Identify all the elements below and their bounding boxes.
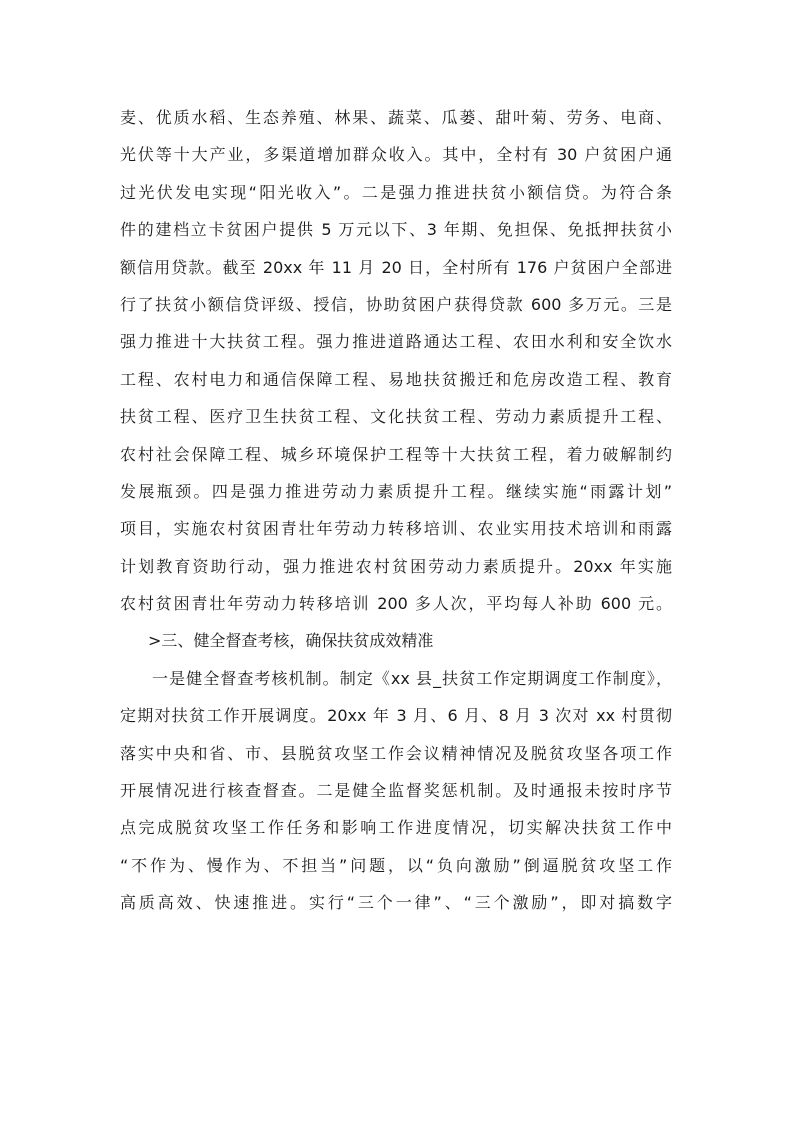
text-line: 农村贫困青壮年劳动力转移培训 200 多人次，平均每人补助 600 元。 (120, 594, 672, 614)
text-line: 工程、农村电力和通信保障工程、易地扶贫搬迁和危房改造工程、教育 (120, 369, 672, 389)
text-line: 计划教育资助行动，强力推进农村贫困劳动力素质提升。20xx 年实施 (120, 556, 672, 576)
text-line: 额信用贷款。截至 20xx 年 11 月 20 日，全村所有 176 户贫困户全部进 (120, 257, 672, 277)
text-line: 过光伏发电实现“阳光收入”。二是强力推进扶贫小额信贷。为符合条 (120, 182, 672, 202)
text-line: 点完成脱贫攻坚工作任务和影响工作进度情况，切实解决扶贫工作中 (120, 818, 672, 838)
text-line: 高质高效、快速推进。实行“三个一律”、“三个激励”，即对搞数字 (120, 893, 672, 913)
text-line: 定期对扶贫工作开展调度。20xx 年 3 月、6 月、8 月 3 次对 xx 村贯彻 (120, 706, 672, 726)
text-line: 行了扶贫小额信贷评级、授信，协助贫困户获得贷款 600 多万元。三是 (120, 294, 672, 314)
text-line: 落实中央和省、市、县脱贫攻坚工作会议精神情况及脱贫攻坚各项工作 (120, 743, 672, 763)
text-line: 一是健全督查考核机制。制定《xx 县_扶贫工作定期调度工作制度》， (152, 668, 672, 688)
body-text (120, 99, 672, 922)
text-line: 强力推进十大扶贫工程。强力推进道路通达工程、农田水利和安全饮水 (120, 332, 672, 352)
text-line: 农村社会保障工程、城乡环境保护工程等十大扶贫工程，着力破解制约 (120, 444, 672, 464)
text-line: 发展瓶颈。四是强力推进劳动力素质提升工程。继续实施“雨露计划” (120, 481, 672, 501)
text-line: 扶贫工程、医疗卫生扶贫工程、文化扶贫工程、劳动力素质提升工程、 (120, 407, 672, 427)
text-line: 开展情况进行核查督查。二是健全监督奖惩机制。及时通报未按时序节 (120, 781, 672, 801)
text-line: 项目，实施农村贫困青壮年劳动力转移培训、农业实用技术培训和雨露 (120, 519, 672, 539)
text-line: 麦、优质水稻、生态养殖、林果、蔬菜、瓜蒌、甜叶菊、劳务、电商、 (120, 108, 672, 127)
text-line: “不作为、慢作为、不担当”问题，以“负向激励”倒逼脱贫攻坚工作 (120, 855, 672, 875)
section-heading: >三、健全督查考核，确保扶贫成效精准 (148, 631, 434, 651)
text-line: 件的建档立卡贫困户提供 5 万元以下、3 年期、免担保、免抵押扶贫小 (120, 220, 672, 240)
text-line: 光伏等十大产业，多渠道增加群众收入。其中，全村有 30 户贫困户通 (120, 145, 672, 165)
